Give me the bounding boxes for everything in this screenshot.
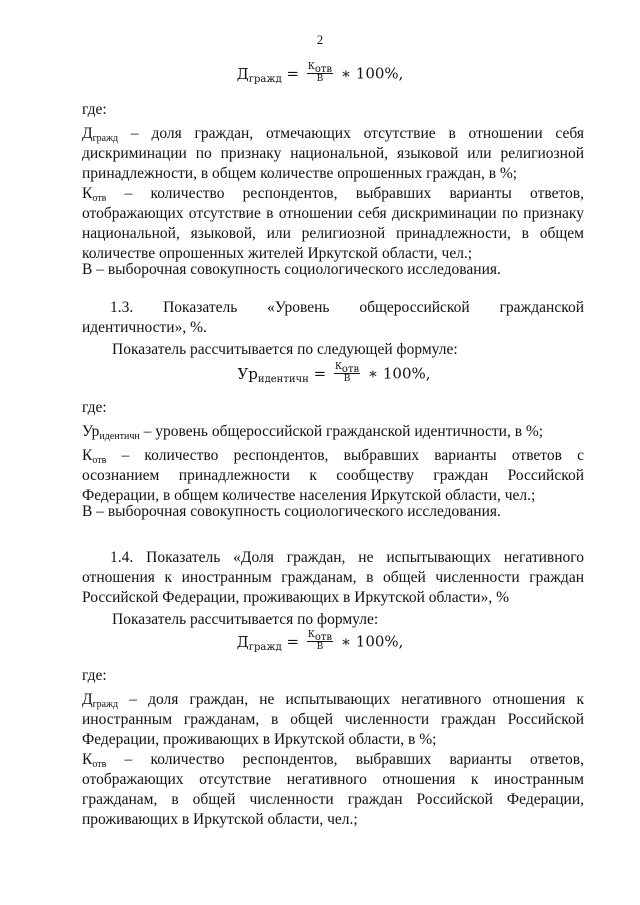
fraction: $\frac{К_{отв}}{В}$ — [334, 362, 360, 384]
definition-sample: В – выборочная совокупность социологического исследования. — [82, 261, 501, 278]
formula-identity-level: $Ур_{идентичн}$ = $\frac{К_{отв}}{В}$ ∗ 100%, — [237, 362, 431, 385]
where-label: где: — [82, 667, 107, 684]
definition-share-citizens: $Д_{гражд}$ – доля граждан, отмечающих отсутствие в отношении себя дискриминации по признаку национальной, языковой или религиозной принадлежности, в общем количестве опрошенных граждан, в %; — [82, 125, 584, 182]
fraction: $\frac{К_{отв}}{В}$ — [307, 62, 333, 84]
where-label: где: — [82, 399, 107, 416]
formula-intro: Показатель рассчитывается по формуле: — [112, 611, 379, 628]
formula-intro: Показатель рассчитывается по следующей формуле: — [112, 341, 458, 358]
formula-no-negative-attitude: $Д_{гражд}$ = $\frac{К_{отв}}{В}$ ∗ 100%, — [236, 630, 404, 653]
section-heading-1-3: 1.3. Показатель «Уровень общероссийской гражданской идентичности», %. — [82, 299, 584, 336]
fraction: $\frac{К_{отв}}{В}$ — [307, 630, 333, 652]
definition-respondents-count: $К_{отв}$ – количество респондентов, выбравших варианты ответов с осознанием принадлежности к сообществу граждан Российской Федерации, в общем количестве населения Иркутской области, чел.; — [82, 447, 584, 504]
definition-respondents-count: $К_{отв}$ – количество респондентов, выбравших варианты ответов, отображающих отсутствие в отношении себя дискриминации по признаку национальной, языковой, или религиозной принадлежности, в общем количестве опрошенных жителей Иркутской области, чел.; — [82, 185, 584, 262]
section-heading-1-4: 1.4. Показатель «Доля граждан, не испытывающих негативного отношения к иностранным гражданам, в общей численности граждан Российской Федерации, проживающих в Иркутской области», % — [82, 549, 584, 606]
page-number: 2 — [316, 32, 324, 47]
definition-sample: В – выборочная совокупность социологического исследования. — [82, 503, 501, 520]
formula-discrimination: $Д_{гражд}$ = $\frac{К_{отв}}{В}$ ∗ 100%, — [236, 62, 404, 85]
definition-share-citizens: $Д_{гражд}$ – доля граждан, не испытывающих негативного отношения к иностранным гражданам, в общей численности граждан Российской Федерации, проживающих в Иркутской области, в %; — [82, 691, 584, 748]
definition-identity-level: $Ур_{идентичн}$ – уровень общероссийской гражданской идентичности, в %; — [82, 423, 544, 442]
definition-respondents-count: $К_{отв}$ – количество респондентов, выбравших варианты ответов, отображающих отсутствие негативного отношения к иностранным гражданам, в общей численности граждан Российской Федерации, проживающих в Иркутской области, чел.; — [82, 751, 584, 828]
where-label: где: — [82, 101, 107, 118]
